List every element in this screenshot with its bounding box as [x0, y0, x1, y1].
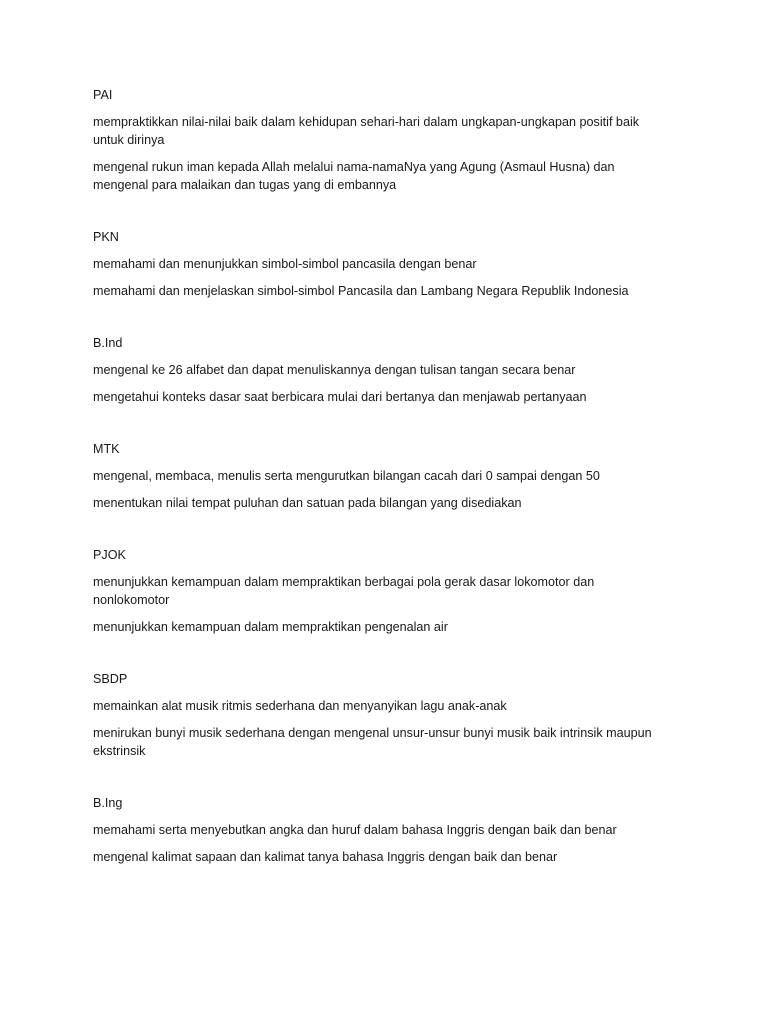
section-bind [93, 334, 673, 406]
section-item: mengenal rukun iman kepada Allah melalui nama-namaNya yang Agung (Asmaul Husna) dan mengenal para malaikan dan tugas yang di embannya [93, 160, 615, 192]
section-pkn [93, 228, 673, 300]
section-pai [93, 86, 673, 194]
section-sbdp [93, 670, 673, 760]
section-heading: PJOK [93, 548, 126, 562]
section-item: memahami dan menjelaskan simbol-simbol Pancasila dan Lambang Negara Republik Indonesia [93, 284, 629, 298]
section-heading: MTK [93, 442, 120, 456]
section-pjok [93, 546, 673, 636]
section-item: mengenal, membaca, menulis serta mengurutkan bilangan cacah dari 0 sampai dengan 50 [93, 469, 600, 483]
section-heading: PKN [93, 230, 119, 244]
section-bing [93, 794, 673, 866]
section-item: mengenal ke 26 alfabet dan dapat menuliskannya dengan tulisan tangan secara benar [93, 363, 576, 377]
section-item: mempraktikkan nilai-nilai baik dalam kehidupan sehari-hari dalam ungkapan-ungkapan positif baik untuk dirinya [93, 115, 640, 147]
section-heading: B.Ind [93, 336, 123, 350]
section-item: memahami dan menunjukkan simbol-simbol pancasila dengan benar [93, 257, 477, 271]
section-item: menunjukkan kemampuan dalam mempraktikan berbagai pola gerak dasar lokomotor dan nonlokomotor [93, 575, 595, 607]
document-page [93, 86, 673, 900]
section-item: memainkan alat musik ritmis sederhana dan menyanyikan lagu anak-anak [93, 699, 507, 713]
section-heading: SBDP [93, 672, 128, 686]
section-heading: PAI [93, 88, 113, 102]
section-item: menentukan nilai tempat puluhan dan satuan pada bilangan yang disediakan [93, 496, 522, 510]
section-heading: B.Ing [93, 796, 123, 810]
section-item: mengetahui konteks dasar saat berbicara mulai dari bertanya dan menjawab pertanyaan [93, 390, 587, 404]
section-item: mengenal kalimat sapaan dan kalimat tanya bahasa Inggris dengan baik dan benar [93, 850, 558, 864]
section-item: menunjukkan kemampuan dalam mempraktikan pengenalan air [93, 620, 448, 634]
section-item: menirukan bunyi musik sederhana dengan mengenal unsur-unsur bunyi musik baik intrinsik maupun ekstrinsik [93, 726, 652, 758]
section-mtk [93, 440, 673, 512]
section-item: memahami serta menyebutkan angka dan huruf dalam bahasa Inggris dengan baik dan benar [93, 823, 617, 837]
